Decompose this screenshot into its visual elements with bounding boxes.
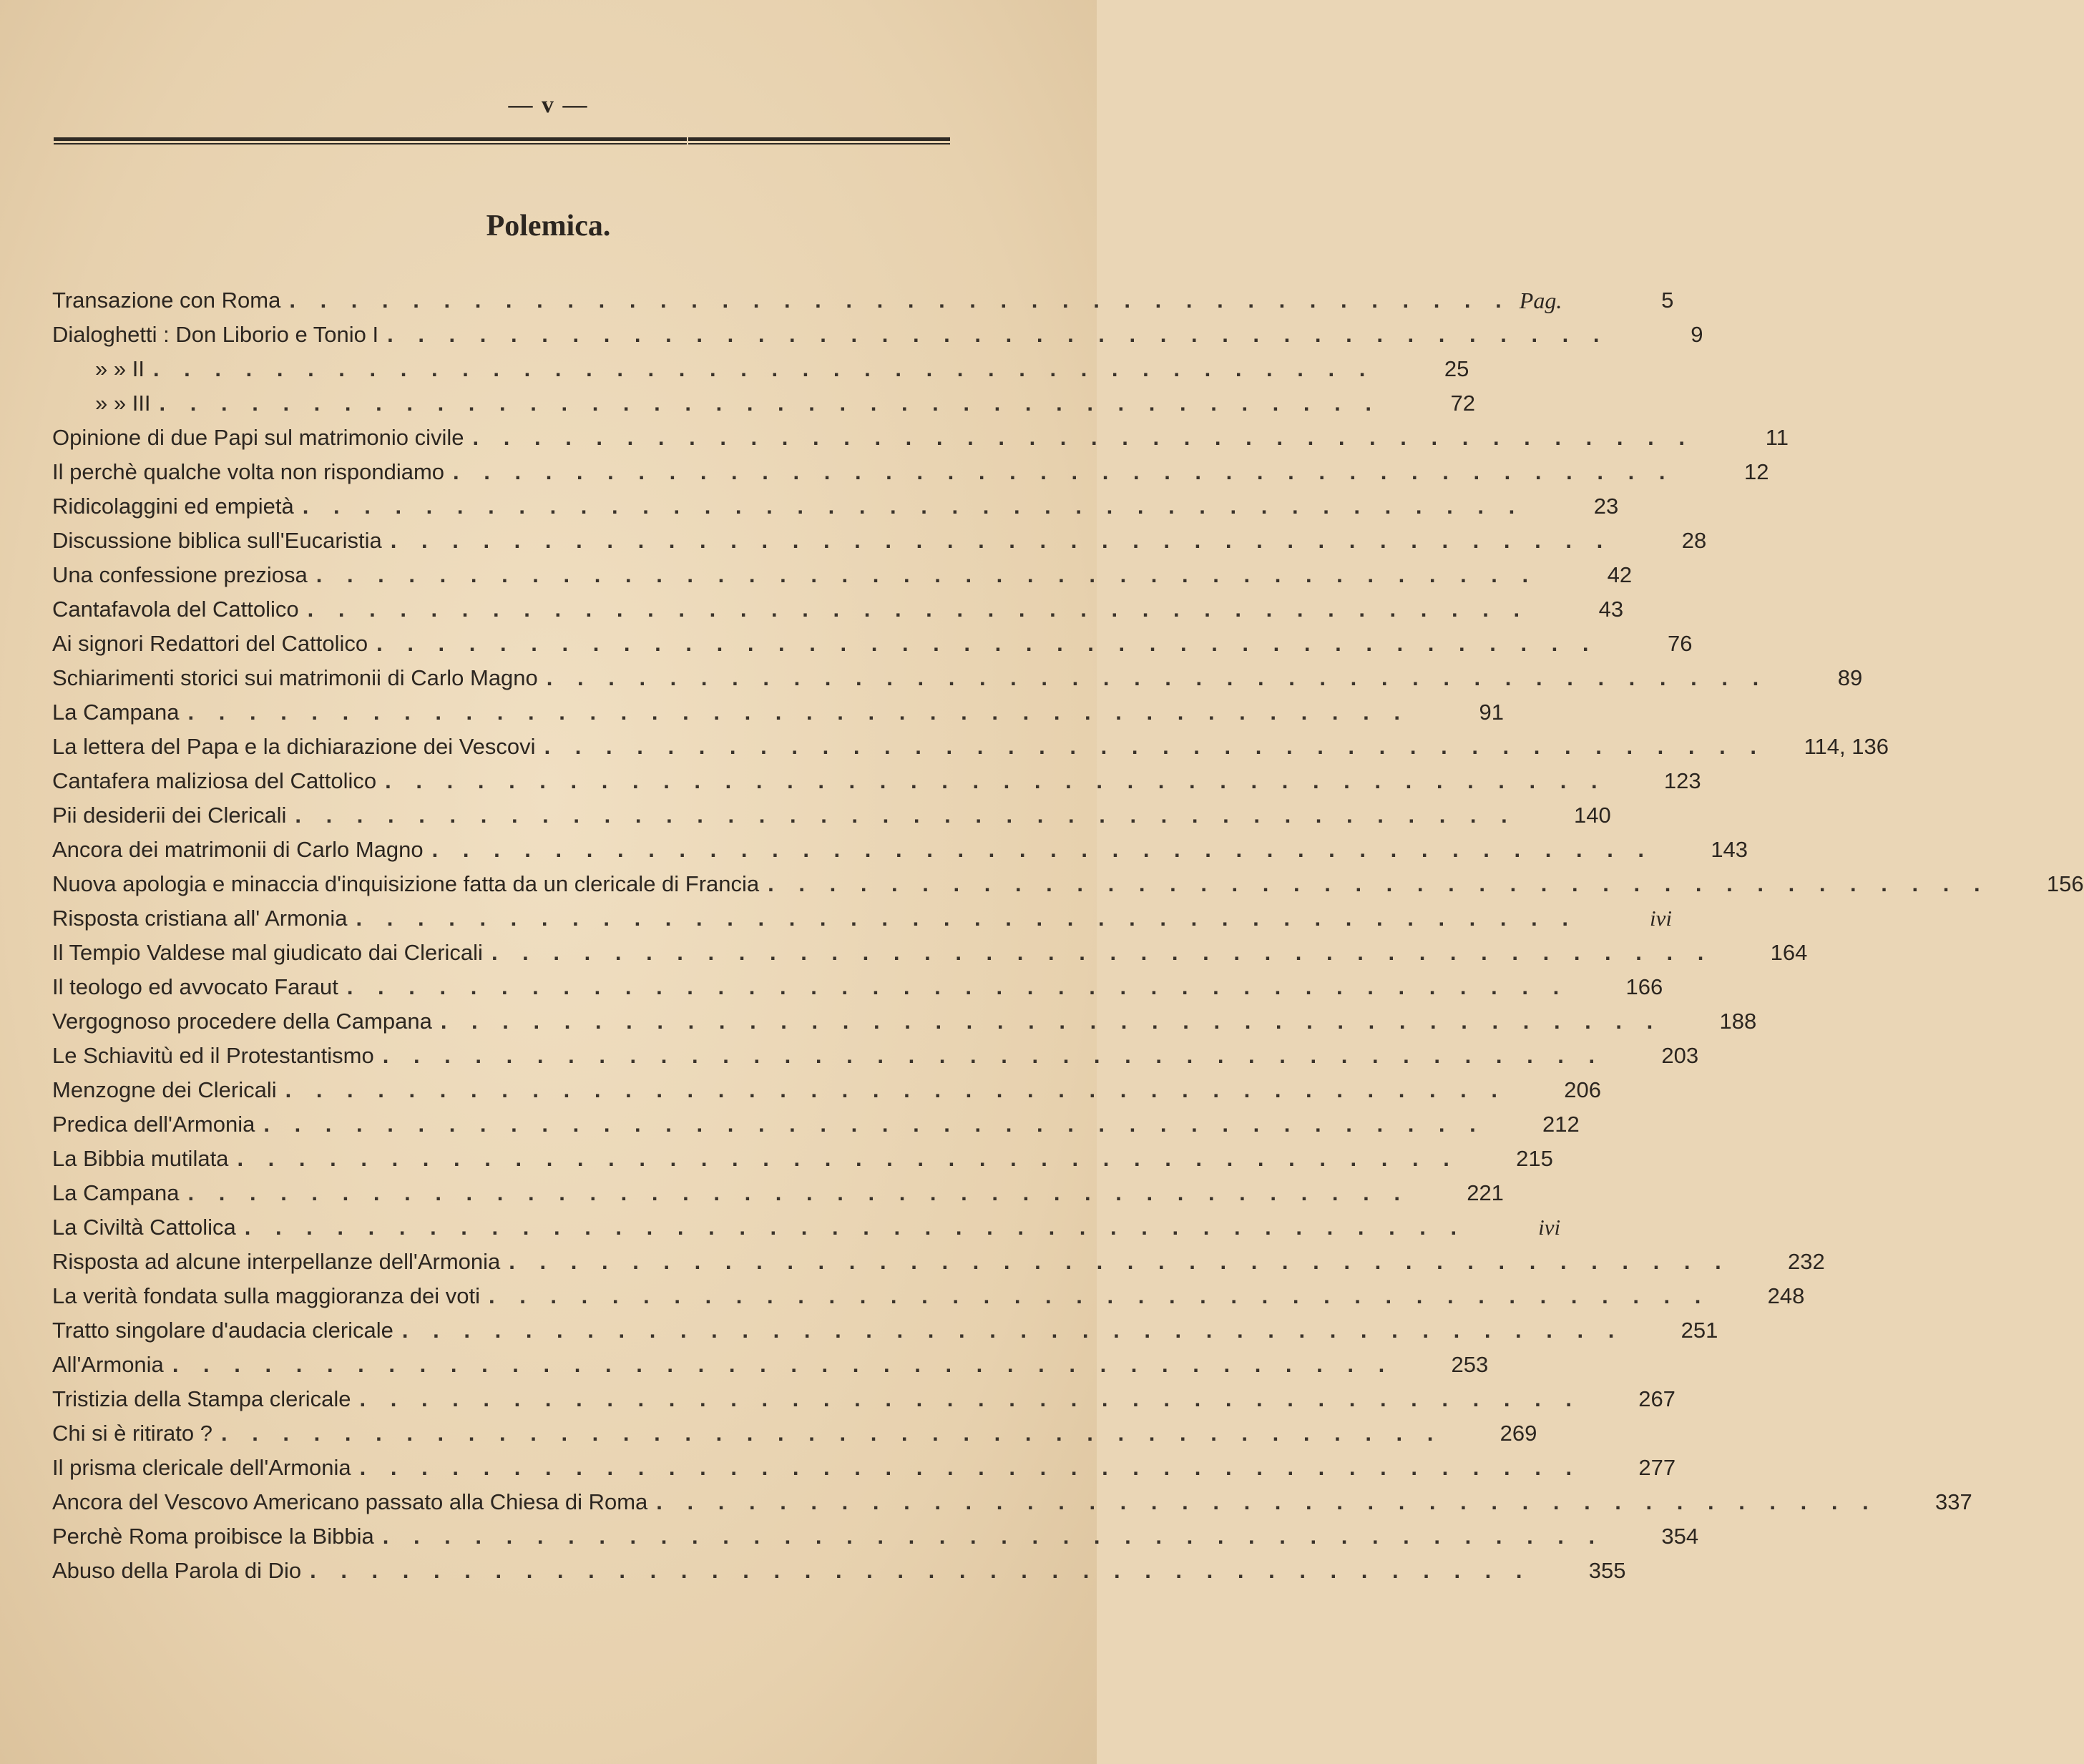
dot-leader: . . . . . . . . . . . . . . . . . . . . . . . . . . . . . . . . . . . . . . . .	[315, 562, 1538, 587]
dot-leader: . . . . . . . . . . . . . . . . . . . . . . . . . . . . . . . . . . . . . . . .	[159, 391, 1381, 416]
toc-entry-title: Cantafavola del Cattolico	[52, 597, 299, 622]
toc-entry-page: 89	[1837, 665, 1863, 690]
toc-entry	[52, 386, 1475, 421]
toc-entry-title: Discussione biblica sull'Eucaristia	[52, 528, 382, 553]
toc-entry	[52, 627, 1693, 661]
toc-entry-page: 354	[1661, 1524, 1699, 1549]
toc-entry-title: Tristizia della Stampa clericale	[52, 1386, 351, 1411]
toc-entry	[52, 489, 1619, 524]
dot-leader: . . . . . . . . . . . . . . . . . . . . . . . . . . . . . . . . . . . . . . . .	[285, 1077, 1507, 1102]
toc-entry	[52, 318, 1703, 352]
toc-entry-title: Dialoghetti : Don Liborio e Tonio I	[52, 322, 379, 347]
toc-entry	[52, 1039, 1699, 1073]
toc-entry-title: Transazione con Roma	[52, 288, 281, 313]
toc-entry	[52, 558, 1633, 592]
toc-entry-page: 248	[1767, 1283, 1805, 1308]
toc-entry-page: 164	[1770, 940, 1808, 965]
toc-entry-title: Perchè Roma proibisce la Bibbia	[52, 1524, 374, 1549]
dot-leader: . . . . . . . . . . . . . . . . . . . . . . . . . . . . . . . . . . . . . . . .	[376, 631, 1598, 656]
toc-entry	[52, 730, 1889, 764]
toc-entry-title: » » III	[95, 391, 151, 416]
toc-entry-title: Le Schiavitù ed il Protestantismo	[52, 1043, 374, 1068]
toc-entry-page: 203	[1661, 1043, 1699, 1068]
toc-entry-page: 5	[1661, 288, 1674, 313]
toc-entry-page: 215	[1516, 1146, 1553, 1171]
toc-entry	[52, 1210, 1561, 1245]
dot-leader: . . . . . . . . . . . . . . . . . . . . . . . . . . . . . . . . . . . . . . . .	[440, 1009, 1663, 1034]
toc-entry-page: 91	[1479, 700, 1504, 725]
toc-entry-page: 267	[1638, 1386, 1675, 1411]
toc-entry-page: 156	[2046, 871, 2084, 896]
table-of-contents	[52, 283, 2084, 1588]
toc-entry-title: Risposta cristiana all' Armonia	[52, 906, 348, 931]
dot-leader: . . . . . . . . . . . . . . . . . . . . . . . . . . . . . . . . . . . . . . . .	[387, 322, 1609, 347]
toc-entry-page: 277	[1638, 1455, 1676, 1480]
dot-leader: . . . . . . . . . . . . . . . . . . . . . . . . . . . . . . . . . . . . . . . .	[544, 734, 1766, 759]
toc-entry	[52, 1176, 1504, 1210]
toc-entry-title: La Campana	[52, 700, 180, 725]
dot-leader: . . . . . . . . . . . . . . . . . . . . . . . . . . . . . . . . . . . . . . . .	[172, 1352, 1394, 1377]
toc-entry	[52, 936, 1808, 970]
toc-entry-page: 166	[1625, 974, 1663, 999]
dot-leader: . . . . . . . . . . . . . . . . . . . . . . . . . . . . . . . . . . . . . . . .	[385, 768, 1607, 793]
toc-entry-page: 42	[1607, 562, 1633, 587]
toc-entry-title: Il prisma clericale dell'Armonia	[52, 1455, 351, 1480]
toc-entry-title: All'Armonia	[52, 1352, 164, 1377]
toc-entry-page: 72	[1450, 391, 1475, 416]
dot-leader: . . . . . . . . . . . . . . . . . . . . . . . . . . . . . . . . . . . . . . . .	[401, 1318, 1624, 1343]
dot-leader: . . . . . . . . . . . . . . . . . . . . . . . . . . . . . . . . . . . . . . . .	[453, 459, 1675, 484]
dot-leader: . . . . . . . . . . . . . . . . . . . . . . . . . . . . . . . . . . . . . . . .	[152, 356, 1375, 381]
toc-entry-title: Il teologo ed avvocato Faraut	[52, 974, 338, 999]
dot-leader: . . . . . . . . . . . . . . . . . . . . . . . . . . . . . . . . . . . . . . . .	[431, 837, 1654, 862]
dot-leader: . . . . . . . . . . . . . . . . . . . . . . . . . . . . . . . . . . . . . . . .	[488, 1283, 1711, 1308]
dot-leader: . . . . . . . . . . . . . . . . . . . . . . . . . . . . . . . . . . . . . . . .	[382, 1043, 1605, 1068]
toc-entry	[52, 1313, 1718, 1348]
toc-entry	[52, 1348, 1489, 1382]
toc-entry-title: Predica dell'Armonia	[52, 1112, 255, 1137]
toc-entry-page: 206	[1564, 1077, 1602, 1102]
toc-entry	[52, 970, 1663, 1004]
dot-leader: . . . . . . . . . . . . . . . . . . . . . . . . . . . . . . . . . . . . . . . .	[220, 1421, 1443, 1446]
dot-leader: . . . . . . . . . . . . . . . . . . . . . . . . . . . . . . . . . . . . . . . .	[509, 1249, 1731, 1274]
toc-entry-page: 11	[1765, 425, 1789, 450]
toc-entry-title: Cantafera maliziosa del Cattolico	[52, 768, 377, 793]
toc-entry-page: 269	[1500, 1421, 1537, 1446]
toc-entry	[52, 1004, 1757, 1039]
dot-leader: . . . . . . . . . . . . . . . . . . . . . . . . . . . . . . . . . . . . . . . .	[356, 906, 1577, 931]
toc-entry	[52, 455, 1769, 489]
section-title: Polemica.	[486, 210, 611, 242]
toc-entry	[52, 1451, 1676, 1485]
toc-entry-page: 232	[1787, 1249, 1825, 1274]
toc-entry-title: La Campana	[52, 1180, 180, 1205]
toc-entry-page: 143	[1711, 837, 1748, 862]
toc-entry-page: 123	[1663, 768, 1701, 793]
dot-leader: . . . . . . . . . . . . . . . . . . . . . . . . . . . . . . . . . . . . . . . .	[656, 1489, 1878, 1514]
toc-entry-page: 212	[1542, 1112, 1580, 1137]
toc-entry	[52, 1416, 1537, 1451]
toc-entry-title: » » II	[95, 356, 145, 381]
dot-leader: . . . . . . . . . . . . . . . . . . . . . . . . . . . . . . . . . . . . . . . .	[302, 494, 1525, 519]
dot-leader: . . . . . . . . . . . . . . . . . . . . . . . . . . . . . . . . . . . . . . . .	[546, 665, 1769, 690]
toc-entry	[52, 421, 1789, 455]
toc-entry-page: 28	[1681, 528, 1707, 553]
toc-entry	[52, 1107, 1580, 1142]
dot-leader: . . . . . . . . . . . . . . . . . . . . . . . . . . . . . . . . . . . . . . . .	[310, 1558, 1532, 1583]
toc-entry	[52, 1485, 1972, 1519]
dot-leader: . . . . . . . . . . . . . . . . . . . . . . . . . . . . . . . . . . . . . . . .	[187, 700, 1409, 725]
toc-entry-page: 337	[1934, 1489, 1972, 1514]
toc-entry	[52, 352, 1469, 386]
toc-entry	[52, 592, 1624, 627]
dot-leader: . . . . . . . . . . . . . . . . . . . . . . . . . . . . . . . . . . . . . . . .	[390, 528, 1613, 553]
toc-entry	[52, 283, 1674, 318]
dot-leader: . . . . . . . . . . . . . . . . . . . . . . . . . . . . . . . . . . . . . . . .	[237, 1146, 1459, 1171]
toc-entry-title: Opinione di due Papi sul matrimonio civile	[52, 425, 464, 450]
toc-entry-page: 140	[1574, 803, 1611, 828]
page-folio: — v —	[508, 92, 589, 118]
toc-entry-title: Pii desiderii dei Clericali	[52, 803, 287, 828]
toc-entry	[52, 524, 1707, 558]
toc-entry	[52, 1382, 1675, 1416]
toc-entry-page: 76	[1668, 631, 1693, 656]
toc-entry-title: Ancora del Vescovo Americano passato alla Chiesa di Roma	[52, 1489, 648, 1514]
toc-entry-page: 114, 136	[1804, 734, 1889, 759]
pag-label: Pag.	[1519, 288, 1562, 313]
toc-entry-page: 188	[1719, 1009, 1757, 1034]
toc-entry-title: Chi si è ritirato ?	[52, 1421, 212, 1446]
dot-leader: . . . . . . . . . . . . . . . . . . . . . . . . . . . . . . . . . . . . . . . .	[295, 803, 1517, 828]
dot-leader: . . . . . . . . . . . . . . . . . . . . . . . . . . . . . . . . . . . . . . . .	[472, 425, 1694, 450]
dot-leader: . . . . . . . . . . . . . . . . . . . . . . . . . . . . . . . . . . . . . . . .	[491, 940, 1713, 965]
toc-entry-page: 23	[1593, 494, 1619, 519]
toc-entry	[52, 695, 1504, 730]
header-rule-left	[54, 137, 687, 144]
toc-entry	[52, 798, 1611, 833]
toc-entry-page: 253	[1451, 1352, 1489, 1377]
toc-entry	[52, 661, 1863, 695]
toc-entry-page: 12	[1743, 459, 1769, 484]
toc-entry-title: Una confessione preziosa	[52, 562, 308, 587]
toc-entry	[52, 1279, 1805, 1313]
toc-entry-title: Nuova apologia e minaccia d'inquisizione fatta da un clericale di Francia	[52, 871, 760, 896]
toc-entry-title: Ancora dei matrimonii di Carlo Magno	[52, 837, 424, 862]
toc-entry-page: 25	[1444, 356, 1469, 381]
toc-entry-page: ivi	[1649, 906, 1672, 931]
toc-entry-title: Il perchè qualche volta non rispondiamo	[52, 459, 445, 484]
toc-entry-page: 43	[1598, 597, 1624, 622]
header-rule-right	[688, 137, 950, 144]
toc-entry	[52, 1519, 1699, 1554]
toc-entry-title: Ai signori Redattori del Cattolico	[52, 631, 368, 656]
dot-leader: . . . . . . . . . . . . . . . . . . . . . . . . . . . . . . . . . . . . . . . .	[263, 1112, 1485, 1137]
toc-entry-page: 355	[1588, 1558, 1626, 1583]
toc-entry-title: Tratto singolare d'audacia clericale	[52, 1318, 393, 1343]
dot-leader: . . . . . . . . . . . . . . . . . . . . . . . . . . . . . . . . . . . . . . . .	[382, 1524, 1605, 1549]
toc-entry-title: Risposta ad alcune interpellanze dell'Armonia	[52, 1249, 501, 1274]
toc-entry-title: Schiarimenti storici sui matrimonii di Carlo Magno	[52, 665, 538, 690]
toc-entry-title: La Bibbia mutilata	[52, 1146, 229, 1171]
toc-entry	[52, 1554, 1626, 1588]
toc-entry-title: Menzogne dei Clericali	[52, 1077, 277, 1102]
dot-leader: . . . . . . . . . . . . . . . . . . . . . . . . . . . . . . . . . . . . . . . .	[359, 1386, 1581, 1411]
dot-leader: . . . . . . . . . . . . . . . . . . . . . . . . . . . . . . . . . . . . . . . .	[244, 1215, 1467, 1240]
toc-entry-title: Abuso della Parola di Dio	[52, 1558, 302, 1583]
toc-entry	[52, 1142, 1553, 1176]
dot-leader: . . . . . . . . . . . . . . . . . . . . . . . . . . . . . . . . . . . . . . . .	[187, 1180, 1409, 1205]
dot-leader: . . . . . . . . . . . . . . . . . . . . . . . . . . . . . . . . . . . . . . . .	[359, 1455, 1582, 1480]
toc-entry	[52, 833, 1748, 867]
toc-entry	[52, 867, 2084, 901]
toc-entry-title: Vergognoso procedere della Campana	[52, 1009, 432, 1034]
toc-entry-title: Ridicolaggini ed empietà	[52, 494, 294, 519]
toc-entry	[52, 764, 1701, 798]
toc-entry-page: 251	[1681, 1318, 1718, 1343]
toc-entry-title: La lettera del Papa e la dichiarazione dei Vescovi	[52, 734, 536, 759]
dot-leader: . . . . . . . . . . . . . . . . . . . . . . . . . . . . . . . . . . . . . . . .	[346, 974, 1569, 999]
toc-entry-title: La verità fondata sulla maggioranza dei voti	[52, 1283, 480, 1308]
toc-entry-title: Il Tempio Valdese mal giudicato dai Clericali	[52, 940, 483, 965]
toc-entry	[52, 901, 1672, 936]
toc-entry-page: 9	[1691, 322, 1703, 347]
toc-entry	[52, 1245, 1825, 1279]
dot-leader: . . . . . . . . . . . . . . . . . . . . . . . . . . . . . . . . . . . . . . . .	[307, 597, 1530, 622]
toc-entry-page: ivi	[1538, 1215, 1561, 1240]
dot-leader: . . . . . . . . . . . . . . . . . . . . . . . . . . . . . . . . . . . . . . . .	[768, 871, 1990, 896]
toc-entry-title: La Civiltà Cattolica	[52, 1215, 236, 1240]
toc-entry-page: 221	[1467, 1180, 1504, 1205]
toc-entry	[52, 1073, 1602, 1107]
dot-leader: . . . . . . . . . . . . . . . . . . . . . . . . . . . . . . . . . . . . . . . .	[289, 288, 1511, 313]
